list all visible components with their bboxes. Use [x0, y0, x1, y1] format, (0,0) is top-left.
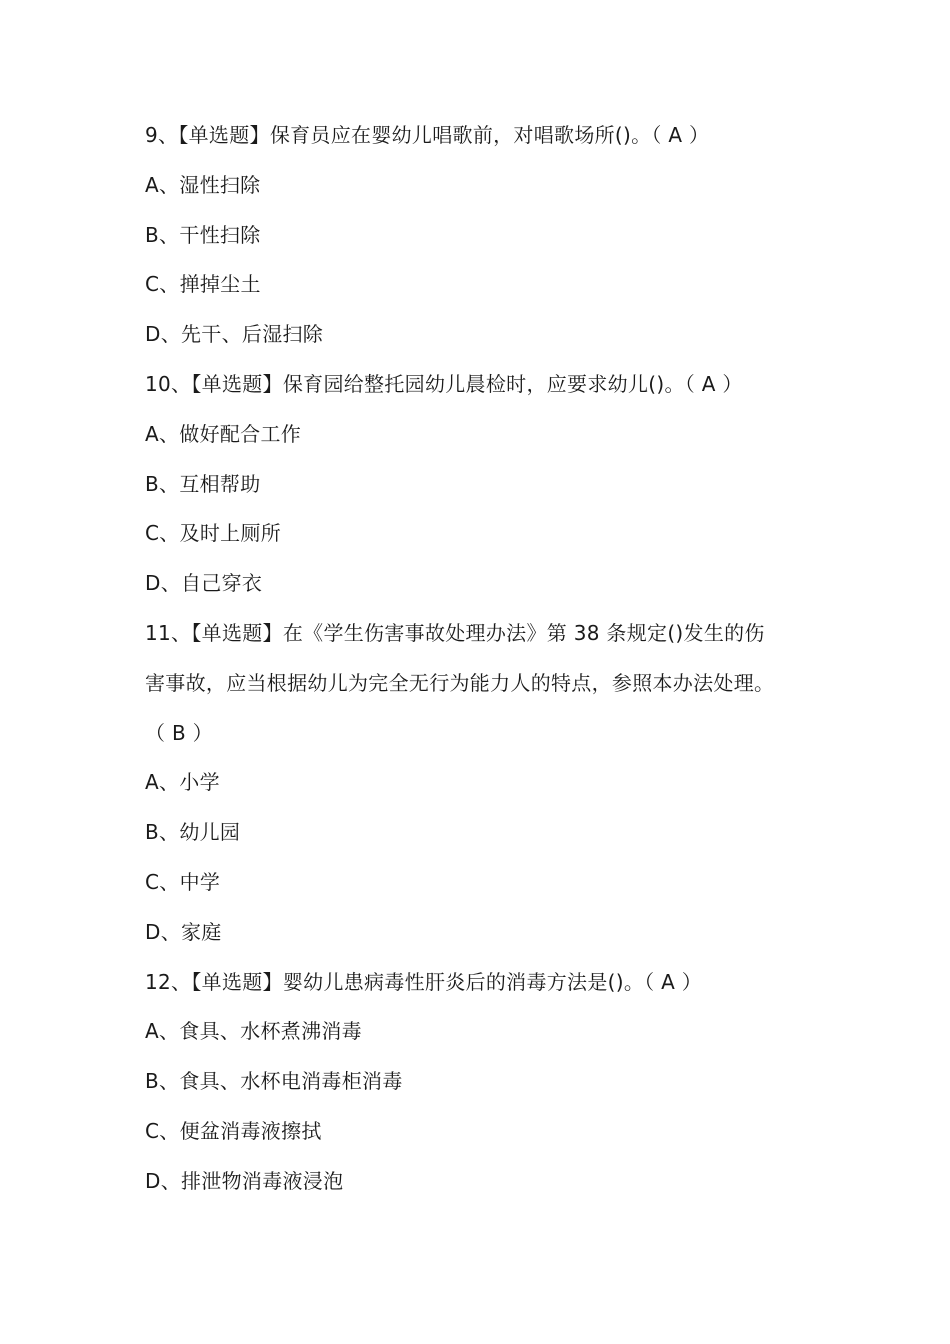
question-stem: 10、【单选题】保育园给整托园幼儿晨检时，应要求幼儿()。（ A ） [145, 371, 743, 396]
option-b: B、幼儿园 [145, 820, 241, 845]
option-b: B、互相帮助 [145, 471, 261, 496]
question-stem-line-2: 害事故，应当根据幼儿为完全无行为能力人的特点，参照本办法处理。 [145, 670, 775, 695]
option-b: B、食具、水杯电消毒柜消毒 [145, 1069, 403, 1094]
option-a: A、湿性扫除 [145, 172, 261, 197]
option-b: B、干性扫除 [145, 222, 261, 247]
option-c: C、掸掉尘土 [145, 272, 261, 297]
option-d: D、排泄物消毒液浸泡 [145, 1168, 344, 1193]
question-10 [145, 360, 825, 609]
option-d: D、自己穿衣 [145, 571, 263, 596]
question-11 [145, 609, 825, 958]
option-a: A、小学 [145, 770, 220, 795]
question-stem-line-1: 11、【单选题】在《学生伤害事故处理办法》第 38 条规定()发生的伤 [145, 620, 765, 645]
option-c: C、及时上厕所 [145, 521, 282, 546]
option-a: A、做好配合工作 [145, 421, 302, 446]
question-9 [145, 111, 825, 360]
option-c: C、便盆消毒液擦拭 [145, 1118, 322, 1143]
question-stem: 9、【单选题】保育员应在婴幼儿唱歌前，对唱歌场所()。（ A ） [145, 123, 710, 147]
option-d: D、家庭 [145, 919, 222, 944]
question-answer-line: （ B ） [145, 720, 213, 745]
question-stem: 12、【单选题】婴幼儿患病毒性肝炎后的消毒方法是()。（ A ） [145, 969, 703, 994]
question-12 [145, 958, 825, 1207]
option-a: A、食具、水杯煮沸消毒 [145, 1019, 362, 1044]
option-c: C、中学 [145, 869, 221, 894]
question-list [145, 111, 825, 1207]
option-d: D、先干、后湿扫除 [145, 322, 324, 347]
